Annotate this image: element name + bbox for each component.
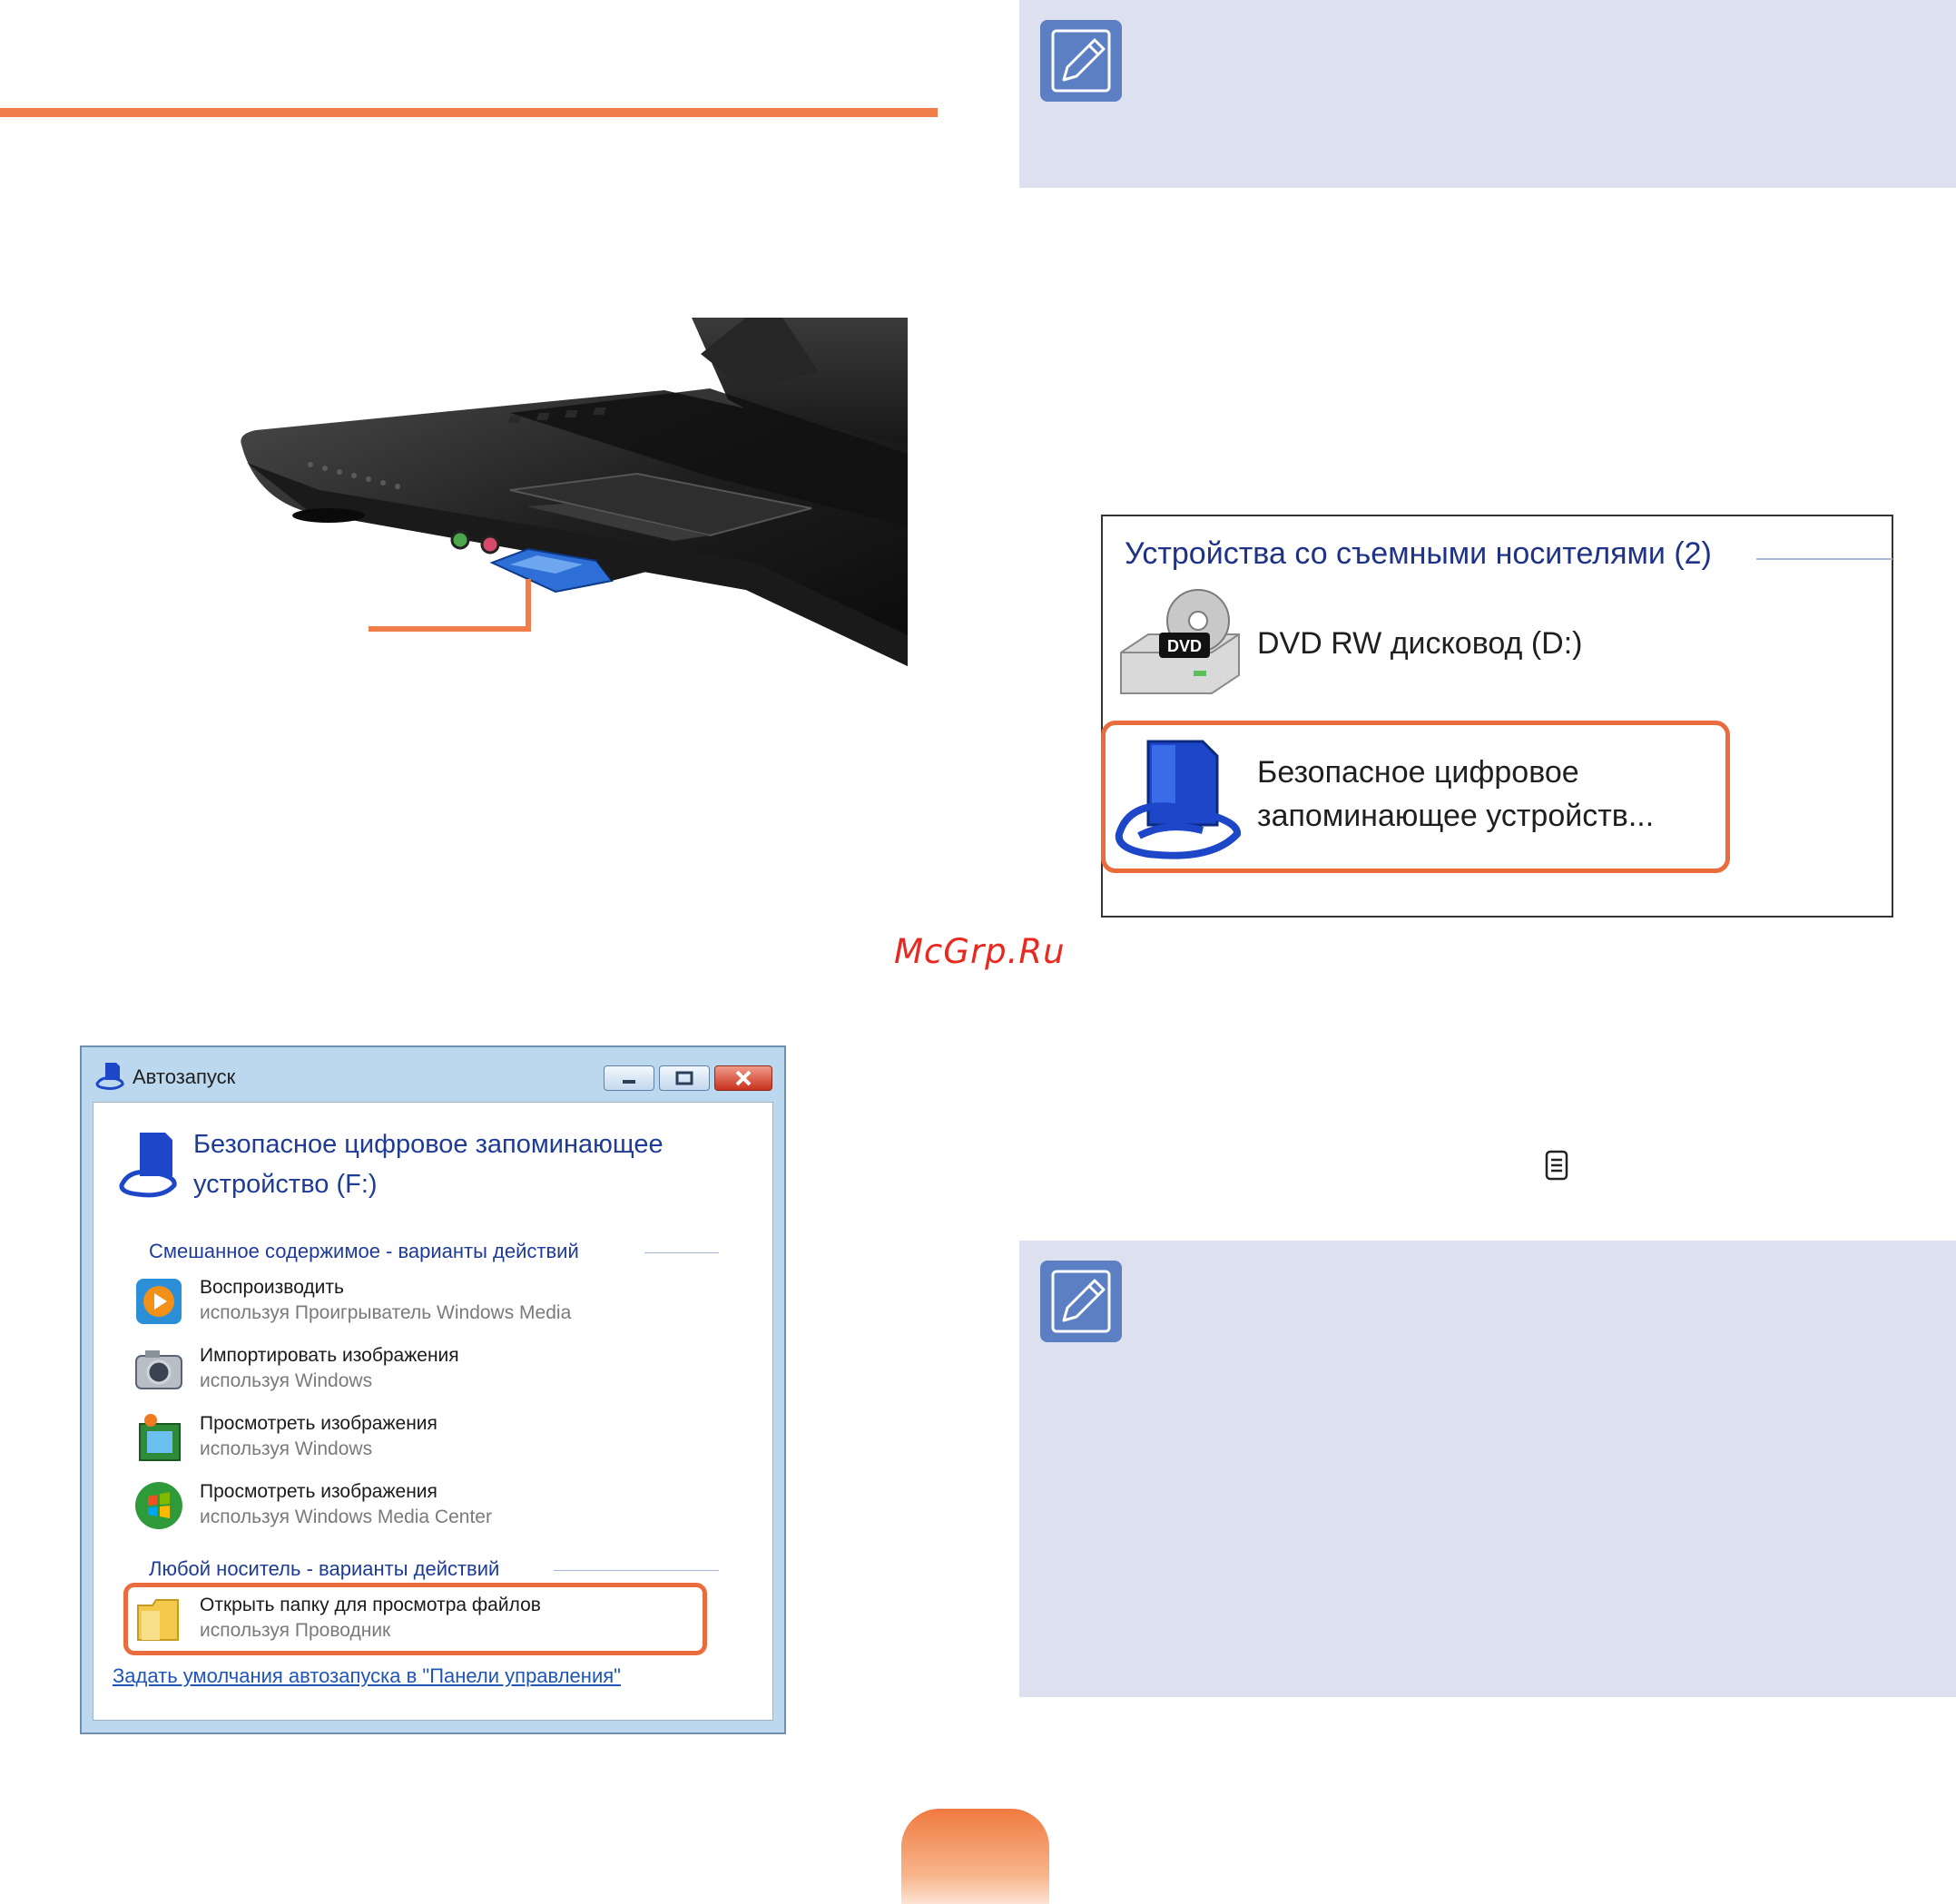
dvd-drive-icon [1112,589,1248,707]
option-title: Просмотреть изображения [200,1413,437,1434]
sd-slot-callout-line [369,579,532,633]
section-mixed-content: Смешанное содержимое - варианты действий [149,1240,579,1262]
option-title: Импортировать изображения [200,1345,459,1366]
option-subtitle: используя Windows [200,1438,373,1459]
option-import-images[interactable] [127,1338,717,1401]
option-play[interactable] [127,1270,717,1333]
pencil-icon [1040,1261,1122,1342]
header-rule [0,108,938,117]
dialog-title: Автозапуск [133,1065,236,1088]
close-icon [715,1066,772,1090]
removable-devices-panel [1101,515,1893,918]
device-name-line1: Безопасное цифровое запоминающее [193,1130,663,1159]
option-title: Воспроизводить [200,1277,344,1298]
devices-header-divider [1756,558,1892,560]
close-button[interactable] [714,1065,772,1091]
option-subtitle: используя Windows [200,1370,373,1391]
option-subtitle: используя Windows Media Center [200,1507,492,1527]
dvd-drive-label: DVD RW дисковод (D:) [1257,626,1583,661]
media-player-icon [133,1275,185,1328]
devices-header: Устройства со съемными носителями (2) [1125,536,1712,571]
device-name-line2: устройство (F:) [193,1170,378,1199]
media-center-icon [133,1479,185,1532]
document-icon [1545,1150,1568,1181]
dvd-drive-item[interactable] [1103,589,1892,707]
laptop-photo [238,318,908,666]
watermark: McGrp.Ru [894,932,1066,971]
photo-viewer-icon [133,1411,185,1464]
camera-icon [133,1343,185,1396]
sd-card-highlight [1101,721,1730,873]
sd-card-label-line1: Безопасное цифровое [1257,755,1579,790]
sd-card-icon [118,1129,182,1202]
section-divider [554,1570,719,1571]
maximize-button[interactable] [659,1065,710,1091]
option-subtitle: используя Проигрыватель Windows Media [200,1302,572,1323]
autoplay-defaults-link[interactable]: Задать умолчания автозапуска в "Панели управления" [113,1664,621,1687]
option-view-media-center[interactable] [127,1474,717,1537]
section-divider [644,1252,719,1253]
option-title: Просмотреть изображения [200,1481,437,1502]
sd-card-label-line2: запоминающее устройств... [1257,799,1655,833]
open-folder-highlight [123,1583,707,1655]
autoplay-title-icon [94,1060,125,1091]
option-title: Открыть папку для просмотра файлов [200,1595,541,1615]
minimize-button[interactable] [604,1065,654,1091]
option-view-images[interactable] [127,1406,717,1469]
svg-text:DVD: DVD [1166,637,1203,655]
pencil-icon [1040,20,1122,102]
autoplay-dialog [80,1045,786,1734]
section-any-media: Любой носитель - варианты действий [149,1557,500,1580]
option-subtitle: используя Проводник [200,1620,391,1641]
note-box-top [1019,0,1956,188]
note-box-bottom [1019,1241,1956,1697]
page-number-tab [901,1809,1049,1904]
